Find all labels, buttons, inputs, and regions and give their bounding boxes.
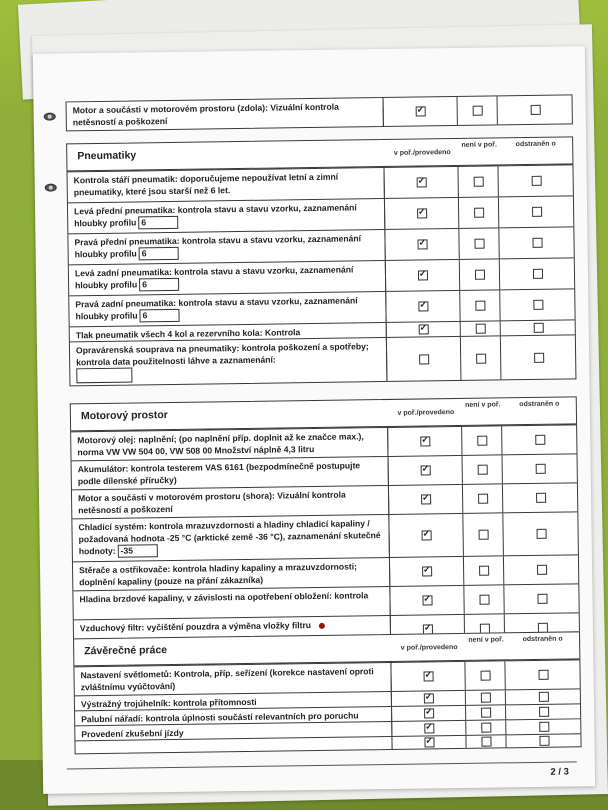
date-field[interactable] <box>76 368 132 384</box>
checkbox-not-ok[interactable] <box>479 566 489 576</box>
row-text <box>74 663 391 695</box>
checkbox-not-ok[interactable] <box>479 595 489 605</box>
checklist-row <box>67 95 572 130</box>
section-motorovy-prostor <box>70 396 580 649</box>
cell-fixed <box>498 227 574 258</box>
cell-fixed <box>500 320 576 335</box>
section-pneumatiky <box>66 136 576 386</box>
cell-done <box>386 322 461 337</box>
cell-not-ok <box>459 259 500 290</box>
checkbox-done[interactable] <box>424 708 434 718</box>
column-header-fixed: odstraněn o <box>519 400 560 409</box>
checkbox-not-ok[interactable] <box>475 301 485 311</box>
cell-fixed <box>502 483 578 512</box>
checkbox-fixed[interactable] <box>531 176 541 186</box>
checkbox-done[interactable] <box>422 595 432 605</box>
checkbox-not-ok[interactable] <box>477 436 487 446</box>
cell-done <box>388 485 463 514</box>
checkbox-not-ok[interactable] <box>473 106 483 116</box>
row-text <box>72 515 390 561</box>
row-label: Pravá zadní pneumatika: kontrola stavu a stavu vzorku, zaznamenání hloubky profilu <box>75 295 358 322</box>
cell-done <box>384 229 459 260</box>
column-header-not-ok: není v poř. <box>461 141 497 149</box>
checkbox-done[interactable] <box>421 465 431 475</box>
checkbox-fixed[interactable] <box>532 269 542 279</box>
cell-done <box>388 514 464 557</box>
checkbox-done[interactable] <box>418 270 428 280</box>
row-label: Palubní nářadí: kontrola úplnosti součástí relevantních pro poruchu <box>81 710 359 725</box>
checkbox-fixed[interactable] <box>532 238 542 248</box>
cell-done <box>386 337 462 381</box>
column-header-done: v poř./provedeno <box>400 644 458 652</box>
cell-fixed <box>503 555 579 584</box>
checkbox-fixed[interactable] <box>538 692 548 702</box>
checkbox-fixed[interactable] <box>536 493 546 503</box>
checkbox-done[interactable] <box>424 737 434 747</box>
value-field[interactable]: 6 <box>139 247 179 261</box>
checkbox-not-ok[interactable] <box>478 494 488 504</box>
row-label: Stěrače a ostřikovače: kontrola hladiny kapaliny a mrazuvzdornosti; doplnění kapaliny (pouze na přání zákazníka) <box>79 561 358 588</box>
checkbox-fixed[interactable] <box>534 352 544 362</box>
row-label: Tlak pneumatik všech 4 kol a rezervního kola: Kontrola <box>75 327 301 341</box>
cell-not-ok <box>462 513 504 556</box>
cell-fixed <box>502 454 578 483</box>
checkbox-done[interactable] <box>417 177 427 187</box>
checkbox-not-ok[interactable] <box>479 530 489 540</box>
cell-fixed <box>505 689 581 704</box>
checkbox-fixed[interactable] <box>538 670 548 680</box>
section-title: Pneumatiky <box>77 149 137 163</box>
checkbox-fixed[interactable] <box>536 529 546 539</box>
row-label: Akumulátor: kontrola testerem VAS 6161 (bezpodmínečně postupujte podle dílenské příručky) <box>77 460 361 487</box>
checkbox-not-ok[interactable] <box>474 208 484 218</box>
cell-fixed <box>497 165 573 196</box>
section-top <box>66 94 573 131</box>
cell-not-ok <box>465 690 506 705</box>
checkbox-not-ok[interactable] <box>474 177 484 187</box>
cell-not-ok <box>459 290 500 321</box>
checkbox-not-ok[interactable] <box>481 708 491 718</box>
cell-done <box>385 291 460 322</box>
cell-not-ok <box>465 720 506 735</box>
checkbox-done[interactable] <box>418 301 428 311</box>
cell-done <box>391 736 466 749</box>
column-header-not-ok: není v poř. <box>465 401 501 409</box>
row-text <box>69 261 386 295</box>
row-label: Motor a součásti v motorovém prostoru (shora): Vizuální kontrola netěsností a poškození <box>78 489 346 516</box>
checkbox-fixed[interactable] <box>537 565 547 575</box>
checkbox-done[interactable] <box>422 530 432 540</box>
row-label: Motor a součásti v motorovém prostoru (zdola): Vizuální kontrola netěsností a poškození <box>72 101 339 128</box>
section-zaverecne-prace <box>73 631 582 754</box>
cell-not-ok <box>464 661 505 690</box>
cell-done <box>390 662 465 691</box>
cell-not-ok <box>457 166 498 197</box>
row-text <box>72 457 389 489</box>
cell-done <box>383 167 458 198</box>
cell-fixed <box>505 704 581 719</box>
row-label: Pravá přední pneumatika: kontrola stavu a stavu vzorku, zaznamenání hloubky profilu <box>74 233 362 260</box>
cell-not-ok <box>457 96 498 125</box>
row-label: Motorový olej: naplnění; (po naplnění příp. doplnit až ke značce max.), norma VW VW 504 00, VW 508 00 Množství náplně 4,3 litru <box>77 431 364 458</box>
cell-not-ok <box>465 735 506 748</box>
cell-done <box>383 97 458 126</box>
checkbox-fixed[interactable] <box>535 464 545 474</box>
row-label: Výstražný trojúhelník: kontrola přítomnosti <box>80 696 257 710</box>
checkbox-fixed[interactable] <box>539 722 549 732</box>
cell-not-ok <box>460 336 502 380</box>
checkbox-fixed[interactable] <box>533 300 543 310</box>
column-header-fixed: odstraněn o <box>515 140 556 149</box>
red-dot-icon <box>319 623 325 629</box>
cell-done <box>387 427 462 456</box>
cell-done <box>391 721 466 736</box>
checklist-row <box>72 511 578 561</box>
cell-fixed <box>504 660 580 689</box>
checklist-page <box>33 46 595 794</box>
row-label: Levá přední pneumatika: kontrola stavu a stavu vzorku, zaznamenání hloubky profilu <box>73 202 357 229</box>
checkbox-not-ok[interactable] <box>481 737 491 747</box>
row-label: Opravárenská souprava na pneumatiky: kontrola poškození a spotřeby; kontrola data použitelnosti láhve a zaznamenání: <box>75 341 369 368</box>
cell-not-ok <box>461 426 502 455</box>
cell-fixed <box>498 196 574 227</box>
checkbox-done[interactable] <box>416 106 426 116</box>
row-label: Levá zadní pneumatika: kontrola stavu a stavu vzorku, zaznamenání hloubky profilu <box>74 264 354 291</box>
row-text <box>69 292 386 326</box>
row-label: Vzduchový filtr: vyčištění pouzdra a výměna vložky filtru <box>79 620 312 634</box>
eye-icon <box>45 184 57 192</box>
row-text <box>73 558 390 590</box>
checkbox-done[interactable] <box>424 693 434 703</box>
cell-fixed <box>505 734 581 747</box>
row-label: Nastavení světlometů: Kontrola, příp. seřízení (korekce nastavení oproti zvláštnímu vyúčtování) <box>80 666 374 693</box>
cell-done <box>389 586 464 615</box>
checkbox-fixed[interactable] <box>535 435 545 445</box>
checkbox-done[interactable] <box>424 671 434 681</box>
row-text <box>67 98 384 130</box>
row-text <box>72 486 389 518</box>
checkbox-fixed[interactable] <box>539 707 549 717</box>
footer-divider <box>67 761 577 769</box>
checkbox-done[interactable] <box>419 354 429 364</box>
section-title: Motorový prostor <box>80 409 168 423</box>
checkbox-done[interactable] <box>417 239 427 249</box>
checkbox-fixed[interactable] <box>537 594 547 604</box>
cell-fixed <box>499 258 575 289</box>
row-label: Chladicí systém: kontrola mrazuvzdornosti a hladiny chladicí kapaliny / požadovaná hodnota -25 °C (arktické země -36 °C), zaznamenání skutečné hodnoty: <box>78 518 381 557</box>
checkbox-fixed[interactable] <box>532 207 542 217</box>
cell-fixed <box>501 425 577 454</box>
cell-not-ok <box>460 321 501 336</box>
row-text <box>68 230 385 264</box>
cell-fixed <box>503 584 579 613</box>
checkbox-not-ok[interactable] <box>481 671 491 681</box>
checkbox-not-ok[interactable] <box>475 270 485 280</box>
cell-not-ok <box>465 705 506 720</box>
checklist-row <box>70 334 576 385</box>
checkbox-fixed[interactable] <box>530 105 540 115</box>
row-text <box>73 587 390 619</box>
cell-not-ok <box>463 585 504 614</box>
eye-icon <box>44 113 56 121</box>
row-text <box>68 199 385 233</box>
cell-not-ok <box>458 197 499 228</box>
value-field[interactable]: -35 <box>117 544 157 558</box>
column-header-fixed: odstraněn o <box>522 635 563 644</box>
checkbox-done[interactable] <box>421 494 431 504</box>
cell-fixed <box>500 335 577 379</box>
cell-fixed <box>496 95 572 124</box>
checkbox-not-ok[interactable] <box>481 723 491 733</box>
cell-done <box>391 706 466 721</box>
cell-done <box>389 557 464 586</box>
checkbox-fixed[interactable] <box>533 323 543 333</box>
row-text <box>68 168 385 202</box>
checkbox-not-ok[interactable] <box>478 465 488 475</box>
row-label: Provedení zkušební jízdy <box>81 727 184 740</box>
page-number: 2 / 3 <box>550 766 570 778</box>
checkbox-fixed[interactable] <box>539 736 549 746</box>
column-header-done: v poř./provedeno <box>397 409 455 417</box>
row-text <box>71 428 388 460</box>
checkbox-done[interactable] <box>424 723 434 733</box>
cell-done <box>385 260 460 291</box>
cell-done <box>388 456 463 485</box>
cell-fixed <box>505 719 581 734</box>
row-label: Hladina brzdové kapaliny, v závislosti na opotřebení obložení: kontrola <box>79 590 369 605</box>
checkbox-done[interactable] <box>419 324 429 334</box>
column-header-done: v poř./provedeno <box>393 149 451 157</box>
checkbox-done[interactable] <box>422 566 432 576</box>
section-title: Závěrečné práce <box>84 644 168 658</box>
cell-not-ok <box>462 455 503 484</box>
cell-not-ok <box>458 228 499 259</box>
value-field[interactable]: 6 <box>138 216 178 230</box>
cell-done <box>384 198 459 229</box>
checkbox-done[interactable] <box>417 208 427 218</box>
cell-done <box>391 691 466 706</box>
checkbox-done[interactable] <box>420 436 430 446</box>
value-field[interactable]: 6 <box>140 309 180 323</box>
checkbox-not-ok[interactable] <box>474 239 484 249</box>
checkbox-not-ok[interactable] <box>476 324 486 334</box>
column-header-not-ok: není v poř. <box>468 636 504 644</box>
value-field[interactable]: 6 <box>139 278 179 292</box>
cell-fixed <box>502 512 579 555</box>
row-text <box>70 338 388 385</box>
checkbox-not-ok[interactable] <box>481 693 491 703</box>
cell-not-ok <box>463 556 504 585</box>
row-label: Kontrola stáří pneumatik: doporučujeme nepoužívat letní a zimní pneumatiky, které jsou starší než 6 let. <box>73 171 339 198</box>
cell-not-ok <box>462 484 503 513</box>
row-text <box>75 737 392 753</box>
cell-fixed <box>499 289 575 320</box>
checkbox-not-ok[interactable] <box>476 353 486 363</box>
